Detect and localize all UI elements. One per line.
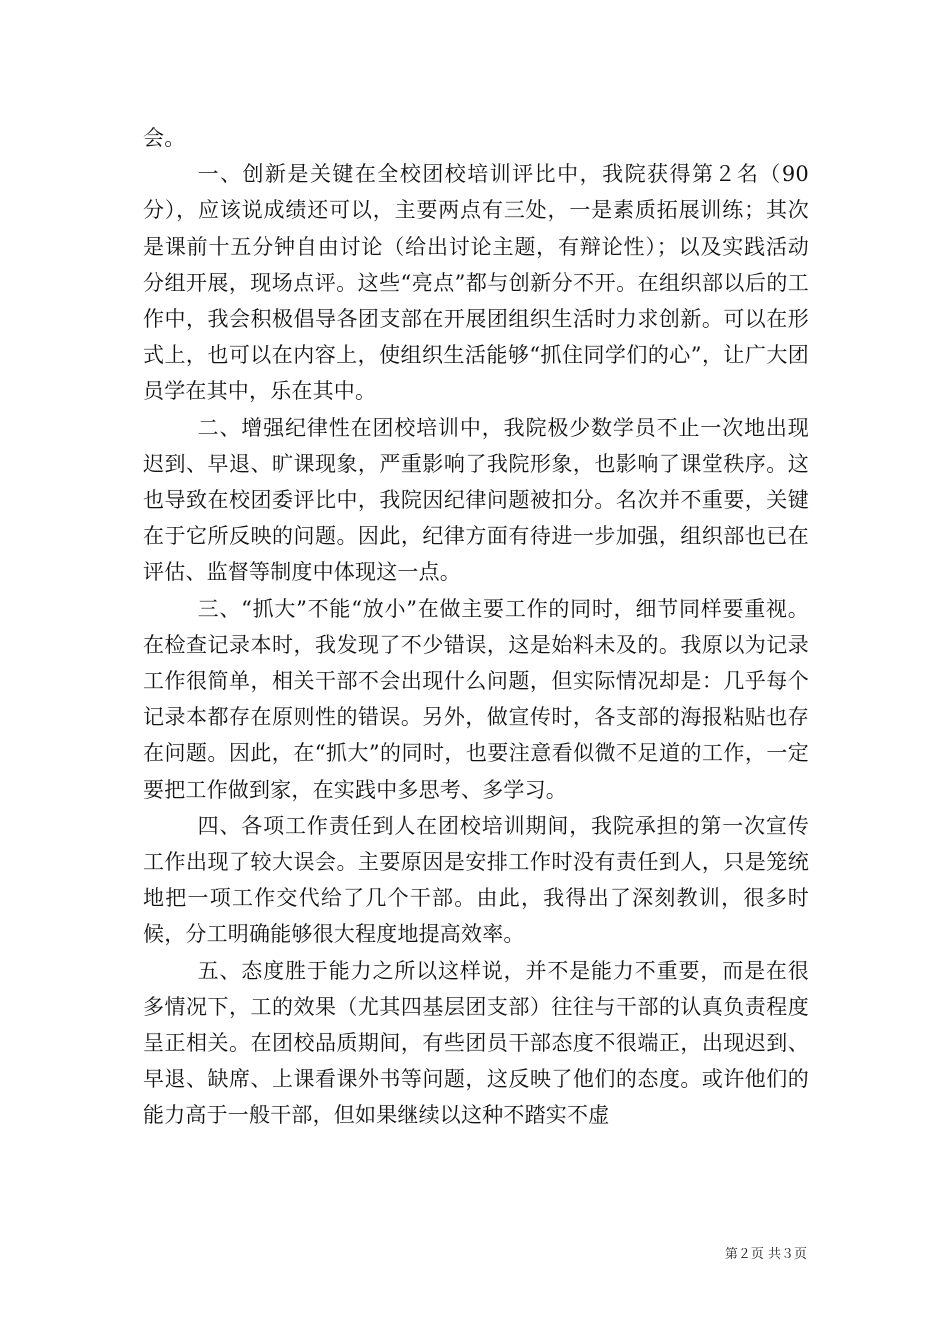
paragraph-details: 三、“抓大”不能“放小”在做主要工作的同时，细节同样要重视。在检查记录本时，我发现了不少错误，这是始料未及的。我原以为记录工作很简单，相关干部不会出现什么问题，但实际情况却是：几乎每个记录本都存在原则性的错误。另外，做宣传时，各支部的海报粘贴也存在问题。因此，在“抓大”的同时，也要注意看似微不足道的工作，一定要把工作做到家，在实践中多思考、多学习。 (143, 596, 809, 802)
page-number: 第２页 共３页 (724, 1247, 807, 1262)
paragraph-discipline: 二、增强纪律性在团校培训中，我院极少数学员不止一次地出现迟到、早退、旷课现象，严重影响了我院形象，也影响了课堂秩序。这也导致在校团委评比中，我院因纪律问题被扣分。名次并不重要，关键在于它所反映的问题。因此，纪律方面有待进一步加强，组织部也已在评估、监督等制度中体现这一点。 (143, 415, 809, 585)
paragraph-responsibility: 四、各项工作责任到人在团校培训期间，我院承担的第一次宣传工作出现了较大误会。主要原因是安排工作时没有责任到人，只是笼统地把一项工作交代给了几个干部。由此，我得出了深刻教训，很多时候，分工明确能够很大程度地提高效率。 (143, 813, 809, 947)
document-body (143, 120, 809, 1134)
paragraph-innovation: 一、创新是关键在全校团校培训评比中，我院获得第２名（90分），应该说成绩还可以，主要两点有三处，一是素质拓展训练；其次是课前十五分钟自由讨论（给出讨论主题，有辩论性）；以及实践活动分组开展，现场点评。这些“亮点”都与创新分不开。在组织部以后的工作中，我会积极倡导各团支部在开展团组织生活时力求创新。可以在形式上，也可以在内容上，使组织生活能够“抓住同学们的心”，让广大团员学在其中，乐在其中。 (143, 162, 809, 404)
paragraph-attitude: 五、态度胜于能力之所以这样说，并不是能力不重要，而是在很多情况下，工的效果（尤其四基层团支部）往往与干部的认真负责程度呈正相关。在团校品质期间，有些团员干部态度不很端正，出现迟到、早退、缺席、上课看课外书等问题，这反映了他们的态度。或许他们的能力高于一般干部，但如果继续以这种不踏实不虚 (143, 958, 809, 1128)
paragraph-continuation: 会。 (143, 126, 186, 150)
